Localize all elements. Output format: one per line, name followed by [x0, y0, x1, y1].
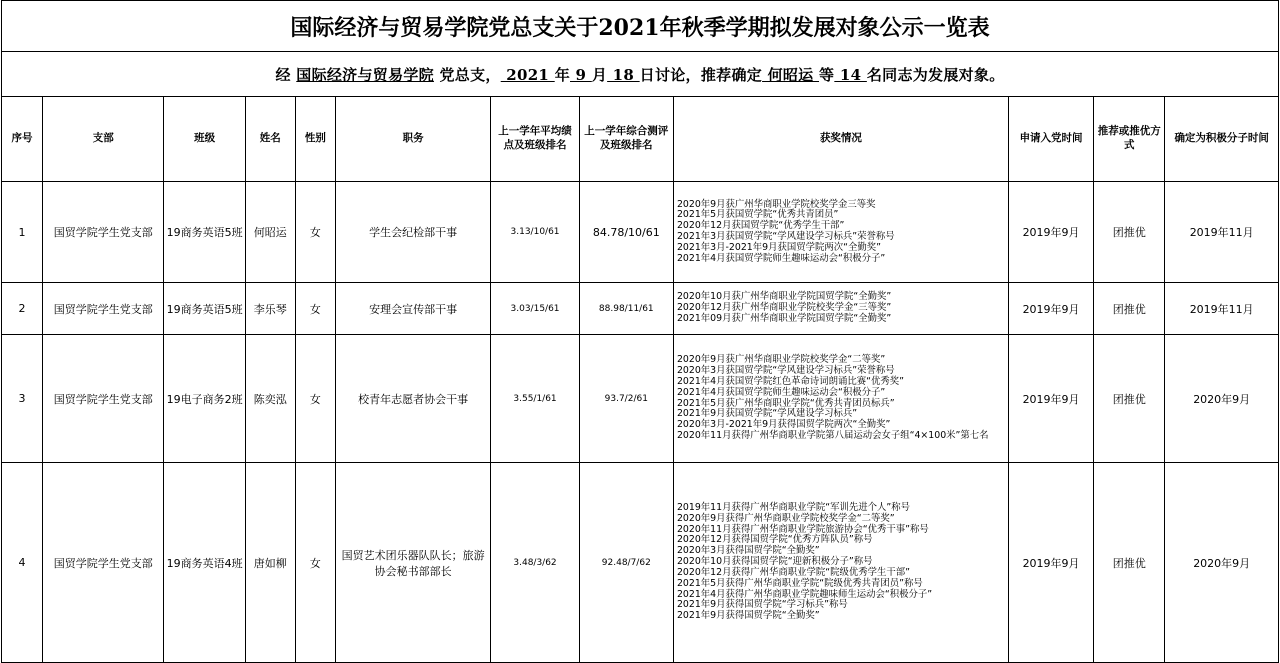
cell-gpa: 3.03/15/61 — [491, 283, 579, 335]
cell-gender: 女 — [295, 182, 335, 283]
header-row — [2, 97, 1279, 182]
table-row — [2, 463, 1279, 663]
intro-statement: 经 国际经济与贸易学院 党总支， 2021 年 9 月 18 日讨论，推荐确定 何昭运 等 14 名同志为发展对象。 — [2, 52, 1279, 97]
award-item: 2021年4月获国贸学院师生趣味运动会“积极分子” — [676, 386, 886, 398]
award-item: 2020年12月获得广州华商职业学院“院级优秀学生干部” — [676, 566, 910, 578]
award-item: 2021年4月获得广州华商职业学院趣味师生运动会“积极分子” — [676, 588, 933, 600]
cell-method: 团推优 — [1094, 463, 1165, 663]
cell-duty: 学生会纪检部干事 — [335, 182, 490, 283]
award-item: 2021年9月获得国贸学院“全勤奖” — [676, 610, 820, 622]
page-title: 国际经济与贸易学院党总支关于2021年秋季学期拟发展对象公示一览表 — [2, 1, 1279, 52]
cell-score: 88.98/11/61 — [579, 283, 673, 335]
award-item: 2020年3月-2021年9月获得国贸学院两次“全勤奖” — [676, 419, 891, 431]
award-item: 2020年11月获得广州华商职业学院第八届运动会女子组“4×100米”第七名 — [676, 429, 989, 441]
cell-name: 李乐琴 — [245, 283, 295, 335]
award-item: 2020年10月获得国贸学院“迎新积极分子”称号 — [676, 556, 873, 568]
header-branch: 支部 — [43, 97, 164, 182]
cell-name: 何昭运 — [245, 182, 295, 283]
cell-gender: 女 — [295, 283, 335, 335]
header-apply-time: 申请入党时间 — [1008, 97, 1093, 182]
header-gender: 性别 — [295, 97, 335, 182]
award-item: 2020年11月获得广州华商职业学院旅游协会“优秀干事”称号 — [676, 523, 929, 535]
cell-method: 团推优 — [1094, 182, 1165, 283]
cell-name: 陈奕泓 — [245, 335, 295, 463]
award-item: 2020年9月获广州华商职业学院校奖学金“二等奖” — [676, 354, 886, 366]
header-duty: 职务 — [335, 97, 490, 182]
award-item: 2020年3月获得国贸学院“全勤奖” — [676, 545, 820, 557]
cell-score: 84.78/10/61 — [579, 182, 673, 283]
cell-active-time: 2020年9月 — [1165, 463, 1279, 663]
cell-active-time: 2019年11月 — [1165, 283, 1279, 335]
cell-class: 19商务英语4班 — [164, 463, 245, 663]
award-item: 2021年3月获国贸学院“学风建设学习标兵”荣誉称号 — [676, 231, 895, 242]
cell-gpa: 3.13/10/61 — [491, 182, 579, 283]
cell-awards — [673, 335, 1008, 463]
cell-class: 19商务英语5班 — [164, 283, 245, 335]
cell-no: 2 — [2, 283, 43, 335]
table-row — [2, 335, 1279, 463]
award-item: 2021年09月获广州华商职业学院国贸学院“全勤奖” — [676, 312, 892, 324]
cell-apply-time: 2019年9月 — [1008, 182, 1093, 283]
cell-apply-time: 2019年9月 — [1008, 463, 1093, 663]
award-item: 2020年12月获广州华商职业学院校奖学金“三等奖” — [676, 302, 892, 314]
cell-method: 团推优 — [1094, 283, 1165, 335]
award-item: 2020年12月获国贸学院“优秀学生干部” — [676, 220, 845, 232]
cell-duty: 校青年志愿者协会干事 — [335, 335, 490, 463]
cell-awards — [673, 463, 1008, 663]
award-item: 2021年4月获国贸学院师生趣味运动会“积极分子” — [676, 252, 886, 264]
header-method: 推荐或推优方式 — [1094, 97, 1165, 182]
cell-method: 团推优 — [1094, 335, 1165, 463]
award-item: 2020年10月获广州华商职业学院国贸学院“全勤奖” — [676, 291, 892, 303]
cell-active-time: 2020年9月 — [1165, 335, 1279, 463]
cell-branch: 国贸学院学生党支部 — [43, 283, 164, 335]
cell-gender: 女 — [295, 463, 335, 663]
cell-awards — [673, 283, 1008, 335]
cell-score: 93.7/2/61 — [579, 335, 673, 463]
cell-no: 1 — [2, 182, 43, 283]
cell-gpa: 3.48/3/62 — [491, 463, 579, 663]
header-active-time: 确定为积极分子时间 — [1165, 97, 1279, 182]
cell-name: 唐如柳 — [245, 463, 295, 663]
award-item: 2020年3月获国贸学院“学风建设学习标兵”荣誉称号 — [676, 365, 895, 377]
cell-gpa: 3.55/1/61 — [491, 335, 579, 463]
table-row — [2, 283, 1279, 335]
award-item: 2019年11月获得广州华商职业学院“军训先进个人”称号 — [676, 502, 910, 514]
cell-branch: 国贸学院学生党支部 — [43, 335, 164, 463]
cell-duty: 国贸艺术团乐器队队长；旅游协会秘书部部长 — [335, 463, 490, 663]
award-item: 2021年5月获得广州华商职业学院“院级优秀共青团员”称号 — [676, 577, 923, 589]
cell-score: 92.48/7/62 — [579, 463, 673, 663]
award-item: 2021年5月获广州华商职业学院“优秀共青团员标兵” — [676, 397, 895, 409]
cell-class: 19电子商务2班 — [164, 335, 245, 463]
award-item: 2021年4月获国贸学院红色革命诗词朗诵比赛“优秀奖” — [676, 375, 904, 387]
award-item: 2020年9月获得广州华商职业学院校奖学金“二等奖” — [676, 512, 895, 524]
table-row — [2, 182, 1279, 283]
award-item: 2021年5月获国贸学院“优秀共青团员” — [676, 209, 839, 221]
header-gpa: 上一学年平均绩点及班级排名 — [491, 97, 579, 182]
award-item: 2021年9月获得国贸学院“学习标兵”称号 — [676, 599, 848, 611]
cell-branch: 国贸学院学生党支部 — [43, 182, 164, 283]
cell-no: 3 — [2, 335, 43, 463]
cell-awards — [673, 182, 1008, 283]
header-score: 上一学年综合测评及班级排名 — [579, 97, 673, 182]
cell-gender: 女 — [295, 335, 335, 463]
cell-no: 4 — [2, 463, 43, 663]
cell-apply-time: 2019年9月 — [1008, 283, 1093, 335]
award-item: 2021年3月-2021年9月获国贸学院两次“全勤奖” — [676, 241, 881, 253]
header-no: 序号 — [2, 97, 43, 182]
publicity-table — [1, 0, 1279, 663]
header-class: 班级 — [164, 97, 245, 182]
award-item: 2020年12月获得国贸学院“优秀方阵队员”称号 — [676, 534, 873, 546]
cell-branch: 国贸学院学生党支部 — [43, 463, 164, 663]
header-name: 姓名 — [245, 97, 295, 182]
cell-apply-time: 2019年9月 — [1008, 335, 1093, 463]
award-item: 2021年9月获国贸学院“学风建设学习标兵” — [676, 408, 858, 420]
header-awards: 获奖情况 — [673, 97, 1008, 182]
cell-duty: 安理会宣传部干事 — [335, 283, 490, 335]
award-item: 2020年9月获广州华商职业学院校奖学金三等奖 — [676, 198, 876, 210]
cell-class: 19商务英语5班 — [164, 182, 245, 283]
cell-active-time: 2019年11月 — [1165, 182, 1279, 283]
